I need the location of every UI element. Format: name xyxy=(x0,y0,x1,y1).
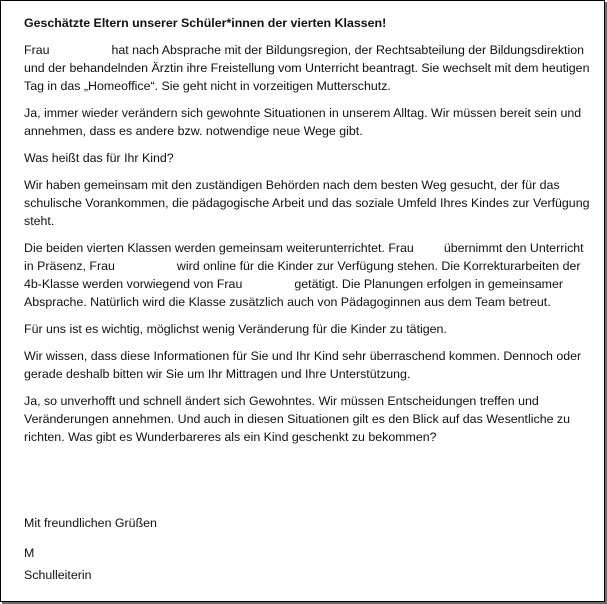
paragraph-wichtig: Für uns ist es wichtig, möglichst wenig Veränderung für die Kinder zu tätigen. xyxy=(24,322,447,336)
paragraph-klassen-part-1: Die beiden vierten Klassen werden gemeinsam weiterunterrichtet. Frau xyxy=(24,241,414,255)
paragraph-gewohntes: Ja, so unverhofft und schnell ändert sich Gewohntes. Wir müssen Entscheidungen treffen und Veränderungen annehmen. Und auch in diesen Situationen gilt es den Blick auf das Wesentliche zu richten. Was gibt es Wunderbareres als ein Kind geschenkt zu bekommen? xyxy=(24,394,571,444)
paragraph-klassen-part-3: wird online für die Kinder zur Verfügung stehen. Die Korrekturarbeiten der 4b-Klasse werden vorwiegend von Frau xyxy=(24,259,581,291)
paragraph-klassen-part-4: getätigt. Die Planungen erfolgen in gemeinsamer Absprache. Natürlich wird die Klasse zusätzlich auch von Pädagoginnen aus dem Team betreut. xyxy=(24,277,563,309)
paragraph-freistellung-part-2: hat nach Absprache mit der Bildungsregion, der Rechtsabteilung der Bildungsdirektion und der behandelnden Ärztin ihre Freistellung vom Unterricht beantragt. Sie wechselt mit dem heutigen Tag in das „Homeoffice“. Sie geht nicht in vorzeitigen Mutterschutz. xyxy=(24,43,590,93)
paragraph-freistellung xyxy=(24,41,590,95)
letter-heading: Geschätzte Eltern unserer Schüler*innen der vierten Klassen! xyxy=(24,16,387,30)
paragraph-unterstuetzung: Wir wissen, dass diese Informationen für Sie und Ihr Kind sehr überraschend kommen. Dennoch oder gerade deshalb bitten wir Sie um Ihr Mittragen und Ihre Unterstützung. xyxy=(24,349,582,381)
paragraph-alltag: Ja, immer wieder verändern sich gewohnte Situationen in unserem Alltag. Wir müssen bereit sein und annehmen, dass es andere bzw. notwendige neue Wege gibt. xyxy=(24,106,582,138)
paragraph-weg: Wir haben gemeinsam mit den zuständigen Behörden nach dem besten Weg gesucht, der für das schulische Vorankommen, die pädagogische Arbeit und das soziale Umfeld Ihres Kindes zur Verfügung steht. xyxy=(24,178,590,228)
paragraph-klassen xyxy=(24,239,590,311)
signature-role: Schulleiterin xyxy=(24,568,92,582)
signature-initial: M xyxy=(24,546,35,560)
paragraph-klassen-part-2: übernimmt den Unterricht in Präsenz, Frau xyxy=(24,241,584,273)
signoff xyxy=(24,514,157,584)
paragraph-freistellung-part-1: Frau xyxy=(24,43,50,57)
paragraph-question: Was heißt das für Ihr Kind? xyxy=(24,151,174,165)
letter-body xyxy=(24,14,590,455)
closing-text: Mit freundlichen Grüßen xyxy=(24,516,157,530)
